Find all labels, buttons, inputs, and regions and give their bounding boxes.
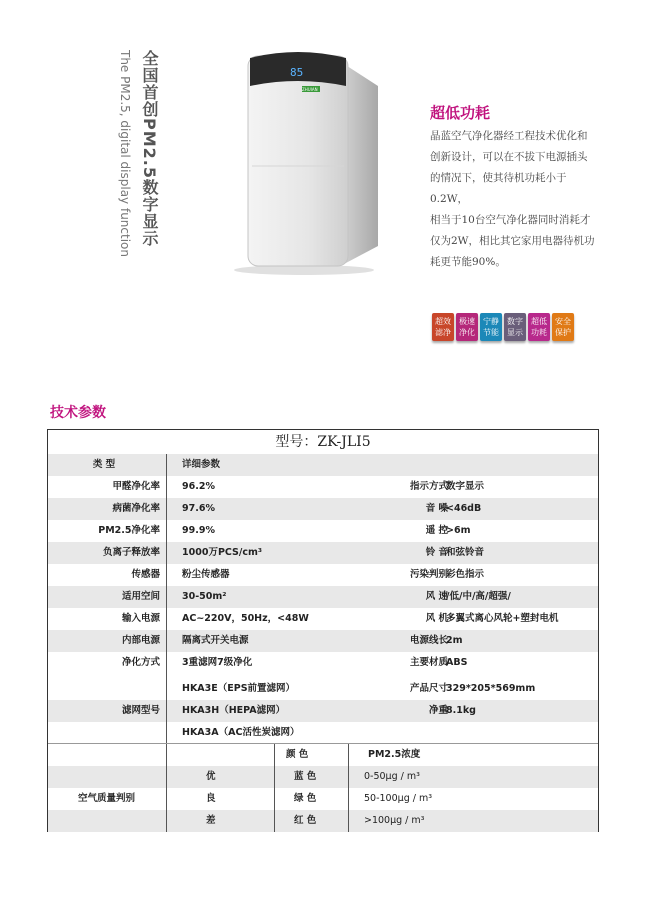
spec-key: 产品尺寸: [409, 683, 448, 694]
spec-value: AC~220V，50Hz，<48W: [182, 613, 309, 624]
spec-value: 隔离式开关电源: [182, 635, 249, 646]
spec-key: 指示方式: [409, 481, 448, 492]
spec-value: ABS: [446, 657, 468, 668]
table-row: [48, 476, 598, 498]
feature-badge: 超低功耗: [528, 313, 550, 341]
aq-level: 良: [206, 793, 216, 804]
table-row: [48, 678, 598, 700]
table-row: [48, 564, 598, 586]
column-divider: [166, 454, 167, 832]
aq-color: 红 色: [294, 815, 317, 826]
feature-badge: 数字显示: [504, 313, 526, 341]
aq-row: [48, 788, 598, 810]
spec-value: 3重滤网7级净化: [182, 657, 253, 668]
feature-badge: 超效滤净: [432, 313, 454, 341]
feature-description: [430, 126, 600, 273]
display-value: 85: [290, 66, 304, 79]
table-row: [48, 630, 598, 652]
spec-key: 电源线长: [409, 635, 448, 646]
table-row: [48, 700, 598, 722]
spec-key: 传感器: [131, 569, 160, 580]
filter-item: HKA3H（HEPA滤网）: [182, 705, 286, 716]
aq-row: [48, 766, 598, 788]
header-type: 类 型: [92, 459, 116, 470]
spec-value: 8.1kg: [446, 705, 476, 716]
spec-key: 风 机: [425, 613, 448, 624]
aq-col-pm: PM2.5浓度: [368, 749, 421, 760]
spec-table: [47, 429, 599, 832]
aq-pm: 0-50μg / m³: [364, 771, 420, 782]
spec-value: 彩色指示: [446, 569, 485, 580]
spec-key: 铃 音: [425, 547, 448, 558]
filter-item: HKA3A（AC活性炭滤网）: [182, 727, 300, 738]
spec-value: 97.6%: [182, 503, 215, 514]
aq-level: 优: [206, 771, 216, 782]
spec-value: 2m: [446, 635, 463, 646]
aq-color: 蓝 色: [294, 771, 317, 782]
table-row: [48, 722, 598, 744]
aq-pm: >100μg / m³: [364, 815, 425, 826]
spec-key: 负离子释放率: [102, 547, 160, 558]
spec-value: 99.9%: [182, 525, 215, 536]
spec-key: 主要材质: [409, 657, 448, 668]
header-params: 详细参数: [182, 459, 221, 470]
spec-value: >6m: [446, 525, 471, 536]
feature-line: 晶蓝空气净化器经工程技术优化和: [430, 130, 588, 142]
spec-value: 粉尘传感器: [182, 569, 230, 580]
spec-key: 污染判别: [409, 569, 448, 580]
tech-specs-title: 技术参数: [50, 405, 106, 421]
table-row: [48, 542, 598, 564]
filter-item: HKA3E（EPS前置滤网）: [182, 683, 296, 694]
spec-value: 96.2%: [182, 481, 215, 492]
feature-line: 仅为2W，相比其它家用电器待机功: [430, 235, 595, 247]
spec-key: 音 噪: [425, 503, 448, 514]
aq-header-row: [48, 744, 598, 766]
spec-value: 30-50m²: [182, 591, 227, 602]
spec-value: 和弦铃音: [446, 547, 485, 558]
spec-key: 输入电源: [121, 613, 160, 624]
aq-pm: 50-100μg / m³: [364, 793, 433, 804]
aq-color: 绿 色: [294, 793, 317, 804]
feature-badge: 安全保护: [552, 313, 574, 341]
spec-key: 净重: [428, 705, 448, 716]
spec-value: /低/中/高/超强/: [446, 591, 511, 602]
subheadline: The PM2.5, digital display function: [118, 50, 132, 257]
feature-title: 超低功耗: [430, 104, 491, 122]
spec-value: <46dB: [446, 503, 482, 514]
feature-badge: 极速净化: [456, 313, 478, 341]
air-purifier-image: [232, 46, 392, 276]
aq-level: 差: [206, 815, 216, 826]
table-row: [48, 498, 598, 520]
brand-logo: ZHUIAN: [302, 87, 318, 92]
headline: 全国首创PM2.5数字显示: [140, 50, 159, 247]
table-row: [48, 520, 598, 542]
aq-label: 空气质量判别: [78, 793, 136, 804]
spec-key: 风 速: [425, 591, 448, 602]
aq-col-color: 颜 色: [286, 749, 309, 760]
spec-key: 内部电源: [121, 635, 160, 646]
spec-key: 适用空间: [121, 591, 160, 602]
feature-line: 的情况下，使其待机功耗小于0.2W，: [430, 172, 567, 205]
column-divider: [274, 744, 275, 832]
spec-key: PM2.5净化率: [98, 525, 160, 536]
table-row: [48, 652, 598, 674]
table-header-row: [48, 454, 598, 476]
column-divider: [348, 744, 349, 832]
row-divider: [48, 743, 598, 744]
spec-value: 1000万PCS/cm³: [182, 547, 263, 558]
spec-value: 多翼式离心风轮+塑封电机: [446, 613, 559, 624]
spec-value: 329*205*569mm: [446, 683, 536, 694]
filter-label: 滤网型号: [121, 705, 160, 716]
spec-key: 病菌净化率: [112, 503, 160, 514]
table-row: [48, 608, 598, 630]
spec-key: 净化方式: [121, 657, 160, 668]
feature-badge: 宁静节能: [480, 313, 502, 341]
table-row: [48, 586, 598, 608]
spec-value: 数字显示: [446, 481, 485, 492]
spec-key: 遥 控: [425, 525, 448, 536]
feature-line: 创新设计，可以在不拔下电源插头: [430, 151, 588, 163]
feature-badges: [432, 313, 574, 341]
feature-line: 耗更节能90%。: [430, 256, 506, 268]
model-number: 型号：ZK-JLI5: [48, 430, 598, 455]
aq-row: [48, 810, 598, 832]
spec-key: 甲醛净化率: [112, 481, 160, 492]
feature-line: 相当于10台空气净化器同时消耗才: [430, 214, 591, 226]
